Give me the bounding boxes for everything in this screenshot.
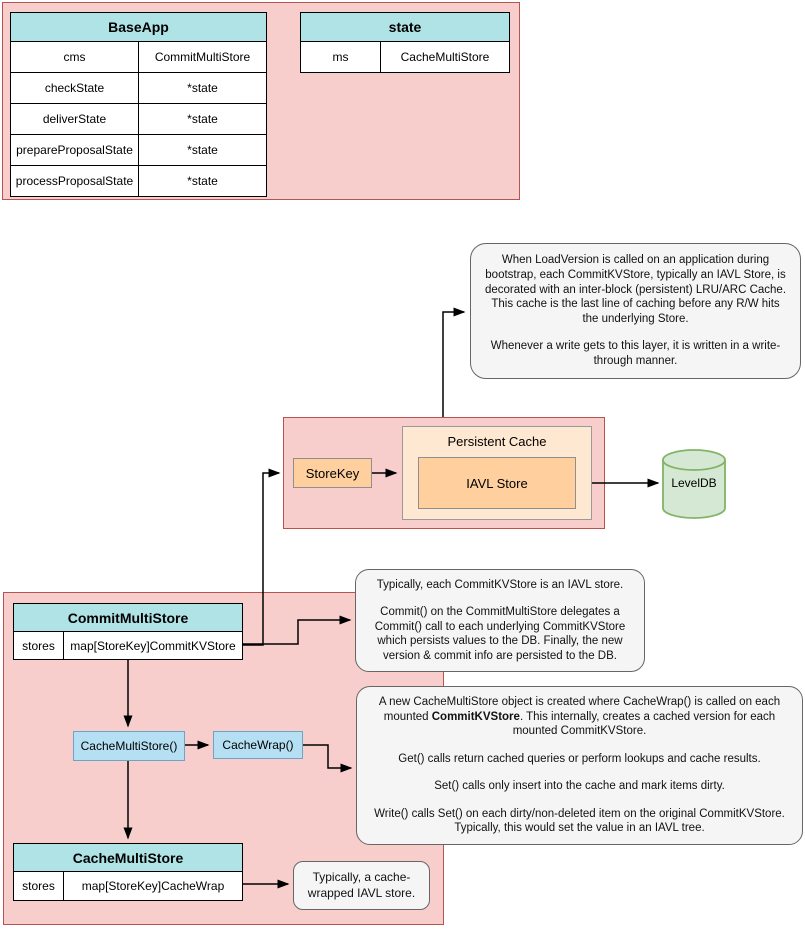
table-cell-name: ms (301, 42, 381, 72)
table-cell-type: CacheMultiStore (400, 50, 490, 64)
table-cell-name: processProposalState (11, 166, 139, 196)
note-paragraph: Typically, each CommitKVStore is an IAVL store. (376, 578, 624, 591)
table-cell-type: CommitMultiStore (154, 50, 251, 64)
table-cell-name: stores (14, 872, 64, 900)
table-cell-name: stores (14, 632, 64, 659)
table-cell-type: map[StoreKey]CacheWrap (81, 879, 225, 893)
storekey-box: StoreKey (293, 458, 372, 488)
cachewrap-fn-box: CacheWrap() (213, 731, 303, 759)
table-row (301, 41, 509, 72)
table-cell-name: cms (11, 42, 139, 72)
note-cache-wrapped (293, 861, 430, 910)
cachemultistore-table (13, 843, 243, 901)
table-row (11, 165, 266, 196)
note-paragraph: Typically, a cache-wrapped IAVL store. (307, 870, 416, 900)
table-cell-type: *state (187, 143, 218, 157)
note-paragraph: Whenever a write gets to this layer, it is written in a write-through manner. (490, 340, 781, 367)
table-row (14, 631, 242, 659)
note-paragraph: Commit() on the CommitMultiStore delegates a Commit() call to each underlying CommitKVStore which persists values to the DB. Finally, the new version & commit info are persisted to the DB. (374, 606, 626, 662)
table-cell-type: *state (187, 174, 218, 188)
note-paragraph: A new CacheMultiStore object is created where CacheWrap() is called on each mounted CommitKVStore. This internally, creates a cached version for each mounted CommitKVStore. (378, 695, 781, 738)
note-paragraph: Write() calls Set() on each dirty/non-deleted item on the original CommitKVStore. Typically, this would set the value in an IAVL tree. (374, 807, 785, 835)
commitmultistore-table-title: CommitMultiStore (14, 604, 242, 631)
note-paragraph: Get() calls return cached queries or perform lookups and cache results. (398, 752, 761, 765)
cachemultistore-table-title: CacheMultiStore (14, 844, 242, 871)
note-paragraph: Set() calls only insert into the cache and mark items dirty. (434, 780, 725, 793)
table-cell-name: checkState (11, 73, 139, 103)
table-cell-type: map[StoreKey]CommitKVStore (70, 638, 236, 653)
table-row (14, 871, 242, 900)
persistent-cache-container (402, 426, 592, 520)
cachemultistore-fn-box: CacheMultiStore() (73, 731, 185, 761)
table-row (11, 72, 266, 103)
baseapp-table-title: BaseApp (11, 13, 266, 41)
persistent-cache-label: Persistent Cache (447, 434, 547, 449)
table-cell-type: *state (187, 81, 218, 95)
commitmultistore-table (13, 603, 243, 660)
table-row (11, 103, 266, 134)
connector-container-to-loadversion-note (443, 312, 464, 417)
state-table-title: state (301, 13, 509, 41)
state-table (300, 12, 510, 73)
leveldb-label: LevelDB (671, 476, 717, 490)
note-commit (355, 569, 645, 672)
note-cachewrap (356, 686, 803, 845)
table-row (11, 134, 266, 165)
leveldb-cylinder (660, 448, 728, 520)
table-row (11, 41, 266, 72)
iavl-store-box: IAVL Store (418, 457, 576, 509)
table-cell-name: deliverState (11, 104, 139, 134)
table-cell-name: prepareProposalState (11, 135, 139, 165)
table-cell-type: *state (187, 112, 218, 126)
baseapp-table (10, 12, 267, 197)
note-paragraph: When LoadVersion is called on an application during bootstrap, each CommitKVStore, typically an IAVL Store, is decorated with an inter-block (persistent) LRU/ARC Cache. This cache is the last line of caching before any R/W hits the underlying Store. (484, 254, 787, 325)
note-loadversion (470, 243, 801, 379)
